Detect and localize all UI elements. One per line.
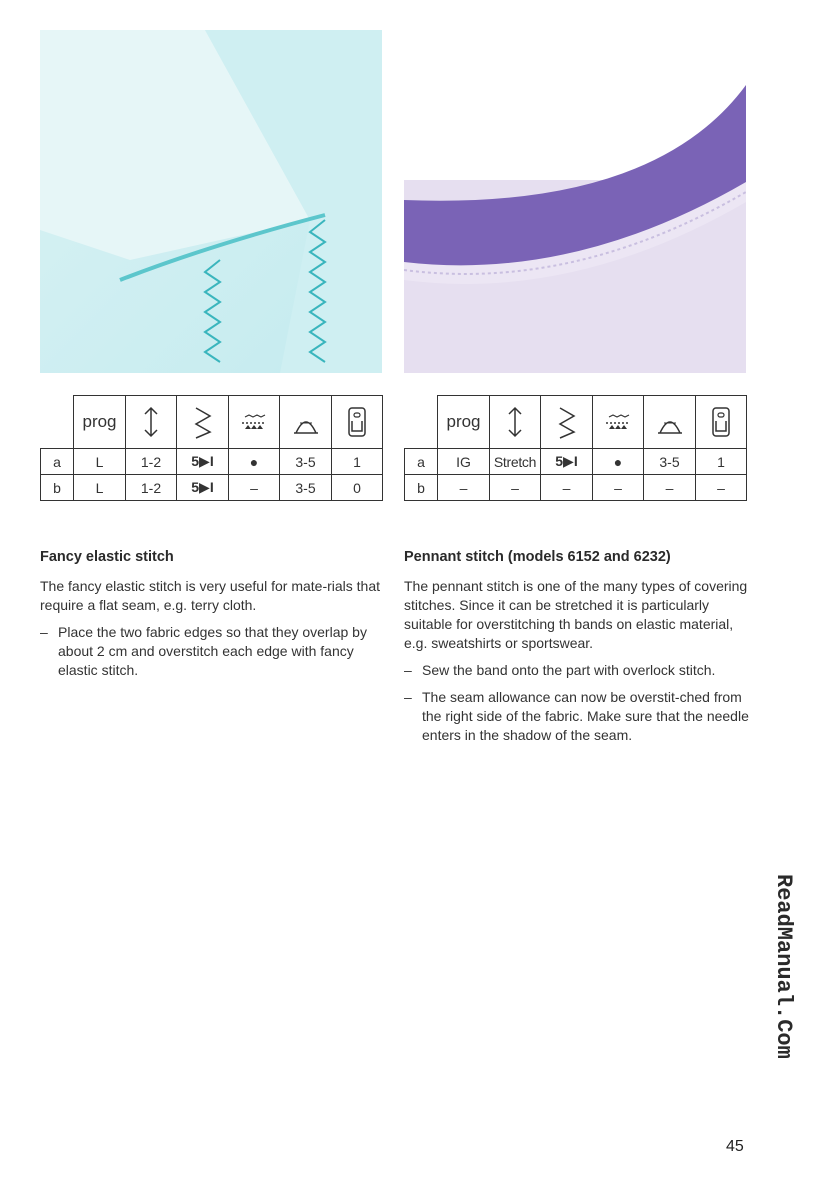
prog-header: prog [438, 396, 490, 449]
table-row [405, 475, 747, 501]
list-item [404, 688, 749, 745]
table-row [405, 449, 747, 475]
list-item-text: Place the two fabric edges so that they overlap by about 2 cm and overstitch each edge with fancy elastic stitch. [58, 624, 367, 678]
list-dash: – [40, 624, 48, 640]
feed-dog-value: ● [593, 449, 644, 475]
right-text-column [404, 548, 749, 753]
left-settings-table [40, 395, 383, 501]
prog-value: L [74, 449, 126, 475]
list-item [404, 661, 749, 680]
pennant-stitch-photo [404, 30, 746, 373]
intro-paragraph: The pennant stitch is one of the many types of covering stitches. Since it can be stretched it is particularly suitable for overstitching th bands on elastic material, e.g. sweatshirts or sportswear. [404, 578, 748, 651]
right-settings-table [404, 395, 747, 501]
stitch-length-value: 1-2 [126, 475, 177, 501]
stitch-length-value: Stretch [490, 449, 541, 475]
stitch-width-value: 5▶I [177, 475, 229, 501]
feed-dog-value: – [229, 475, 280, 501]
stitch-length-icon [490, 396, 541, 449]
intro-paragraph: The fancy elastic stitch is very useful for mate-rials that require a flat seam, e.g. terry cloth. [40, 578, 381, 613]
section-title: Pennant stitch (models 6152 and 6232) [404, 549, 671, 565]
watermark [768, 872, 802, 1102]
presser-foot-value: – [696, 475, 747, 501]
thread-tension-value: 3-5 [280, 475, 332, 501]
thread-tension-icon [644, 396, 696, 449]
list-dash: – [404, 662, 412, 678]
table-row [41, 449, 383, 475]
stitch-width-icon [177, 396, 229, 449]
thread-tension-value: 3-5 [280, 449, 332, 475]
left-text-column [40, 548, 380, 688]
stitch-width-value: 5▶I [541, 449, 593, 475]
prog-value: L [74, 475, 126, 501]
presser-foot-icon [332, 396, 383, 449]
feed-dog-value: ● [229, 449, 280, 475]
list-item-text: The seam allowance can now be overstit-ched from the right side of the fabric. Make sure that the needle enters in the shadow of the seam. [422, 689, 749, 743]
watermark-text: ReadManual.Com [771, 874, 796, 1059]
blank-cell [41, 396, 74, 449]
presser-foot-value: 0 [332, 475, 383, 501]
fancy-elastic-stitch-photo [40, 30, 382, 373]
row-label: b [41, 475, 74, 501]
prog-value: – [438, 475, 490, 501]
stitch-length-icon [126, 396, 177, 449]
prog-header: prog [74, 396, 126, 449]
row-label: a [41, 449, 74, 475]
table-row [41, 475, 383, 501]
stitch-length-value: 1-2 [126, 449, 177, 475]
list-dash: – [404, 689, 412, 705]
list-item [40, 623, 380, 680]
page-number: 45 [726, 1138, 744, 1155]
thread-tension-value: – [644, 475, 696, 501]
blank-cell [405, 396, 438, 449]
presser-foot-icon [696, 396, 747, 449]
feed-dog-icon [593, 396, 644, 449]
stitch-width-icon [541, 396, 593, 449]
prog-value: IG [438, 449, 490, 475]
stitch-width-value: 5▶I [177, 449, 229, 475]
presser-foot-value: 1 [332, 449, 383, 475]
stitch-width-value: – [541, 475, 593, 501]
row-label: a [405, 449, 438, 475]
row-label: b [405, 475, 438, 501]
feed-dog-icon [229, 396, 280, 449]
thread-tension-value: 3-5 [644, 449, 696, 475]
stitch-length-value: – [490, 475, 541, 501]
thread-tension-icon [280, 396, 332, 449]
section-title: Fancy elastic stitch [40, 549, 174, 565]
feed-dog-value: – [593, 475, 644, 501]
presser-foot-value: 1 [696, 449, 747, 475]
list-item-text: Sew the band onto the part with overlock stitch. [422, 662, 716, 678]
